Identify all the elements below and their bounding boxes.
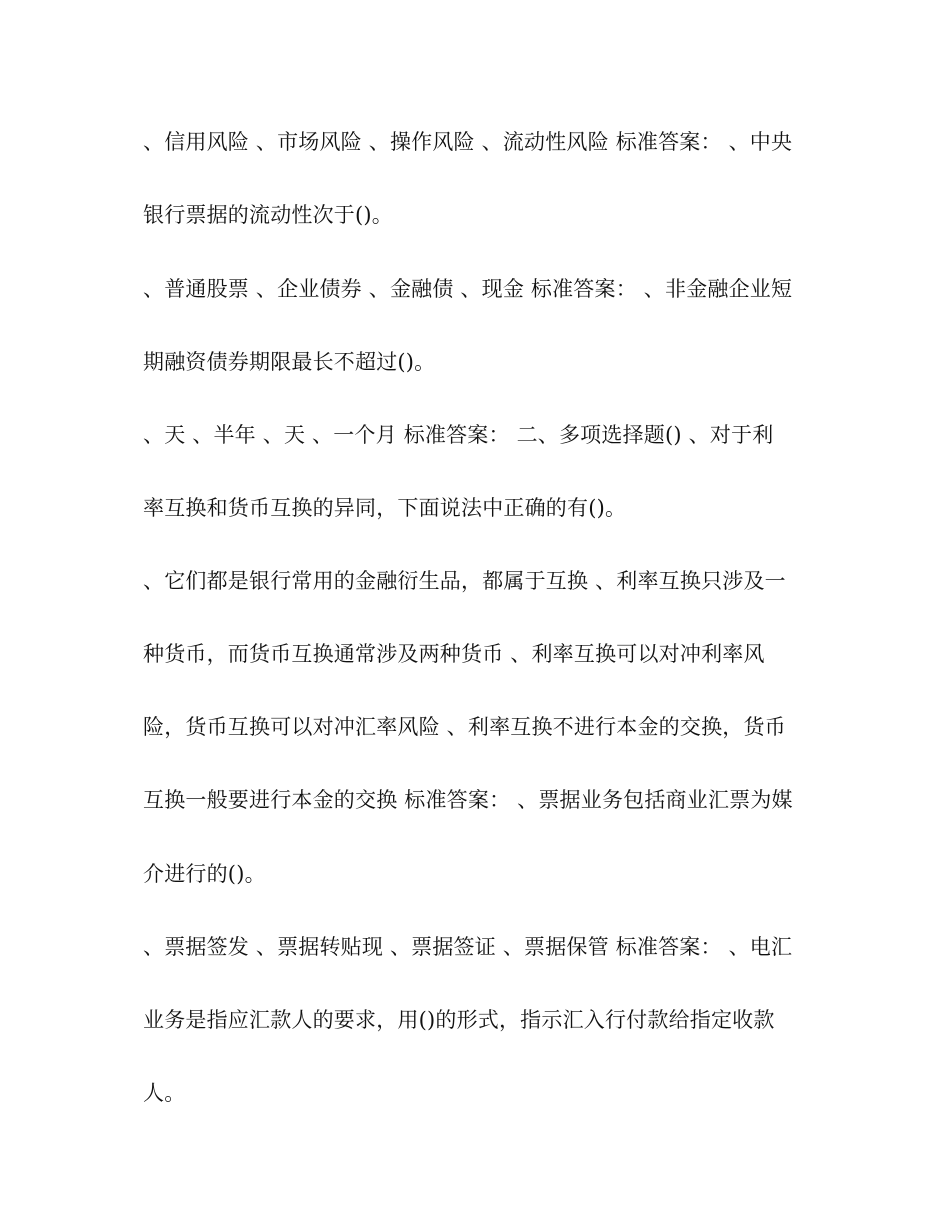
text-line-10: 互换一般要进行本金的交换 标准答案： 、票据业务包括商业汇票为媒 (143, 788, 793, 812)
text-line-3: 、普通股票 、企业债券 、金融债 、现金 标准答案： 、非金融企业短 (143, 277, 793, 301)
text-line-8: 种货币，而货币互换通常涉及两种货币 、利率互换可以对冲利率风 (143, 642, 765, 666)
text-line-5: 、天 、半年 、天 、一个月 标准答案： 二、多项选择题() 、对于利 (143, 423, 774, 447)
text-line-13: 业务是指应汇款人的要求，用()的形式，指示汇入行付款给指定收款 (143, 1008, 775, 1032)
text-line-6: 率互换和货币互换的异同，下面说法中正确的有()。 (143, 496, 627, 520)
text-line-12: 、票据签发 、票据转贴现 、票据签证 、票据保管 标准答案： 、电汇 (143, 935, 793, 959)
text-line-11: 介进行的()。 (143, 862, 266, 886)
text-line-9: 险，货币互换可以对冲汇率风险 、利率互换不进行本金的交换，货币 (143, 715, 786, 739)
text-line-7: 、它们都是银行常用的金融衍生品，都属于互换 、利率互换只涉及一 (143, 569, 786, 593)
text-line-14: 人。 (143, 1081, 186, 1105)
text-line-2: 银行票据的流动性次于()。 (143, 203, 393, 227)
text-line-4: 期融资债券期限最长不超过()。 (143, 350, 436, 374)
text-line-1: 、信用风险 、市场风险 、操作风险 、流动性风险 标准答案： 、中央 (143, 130, 793, 154)
